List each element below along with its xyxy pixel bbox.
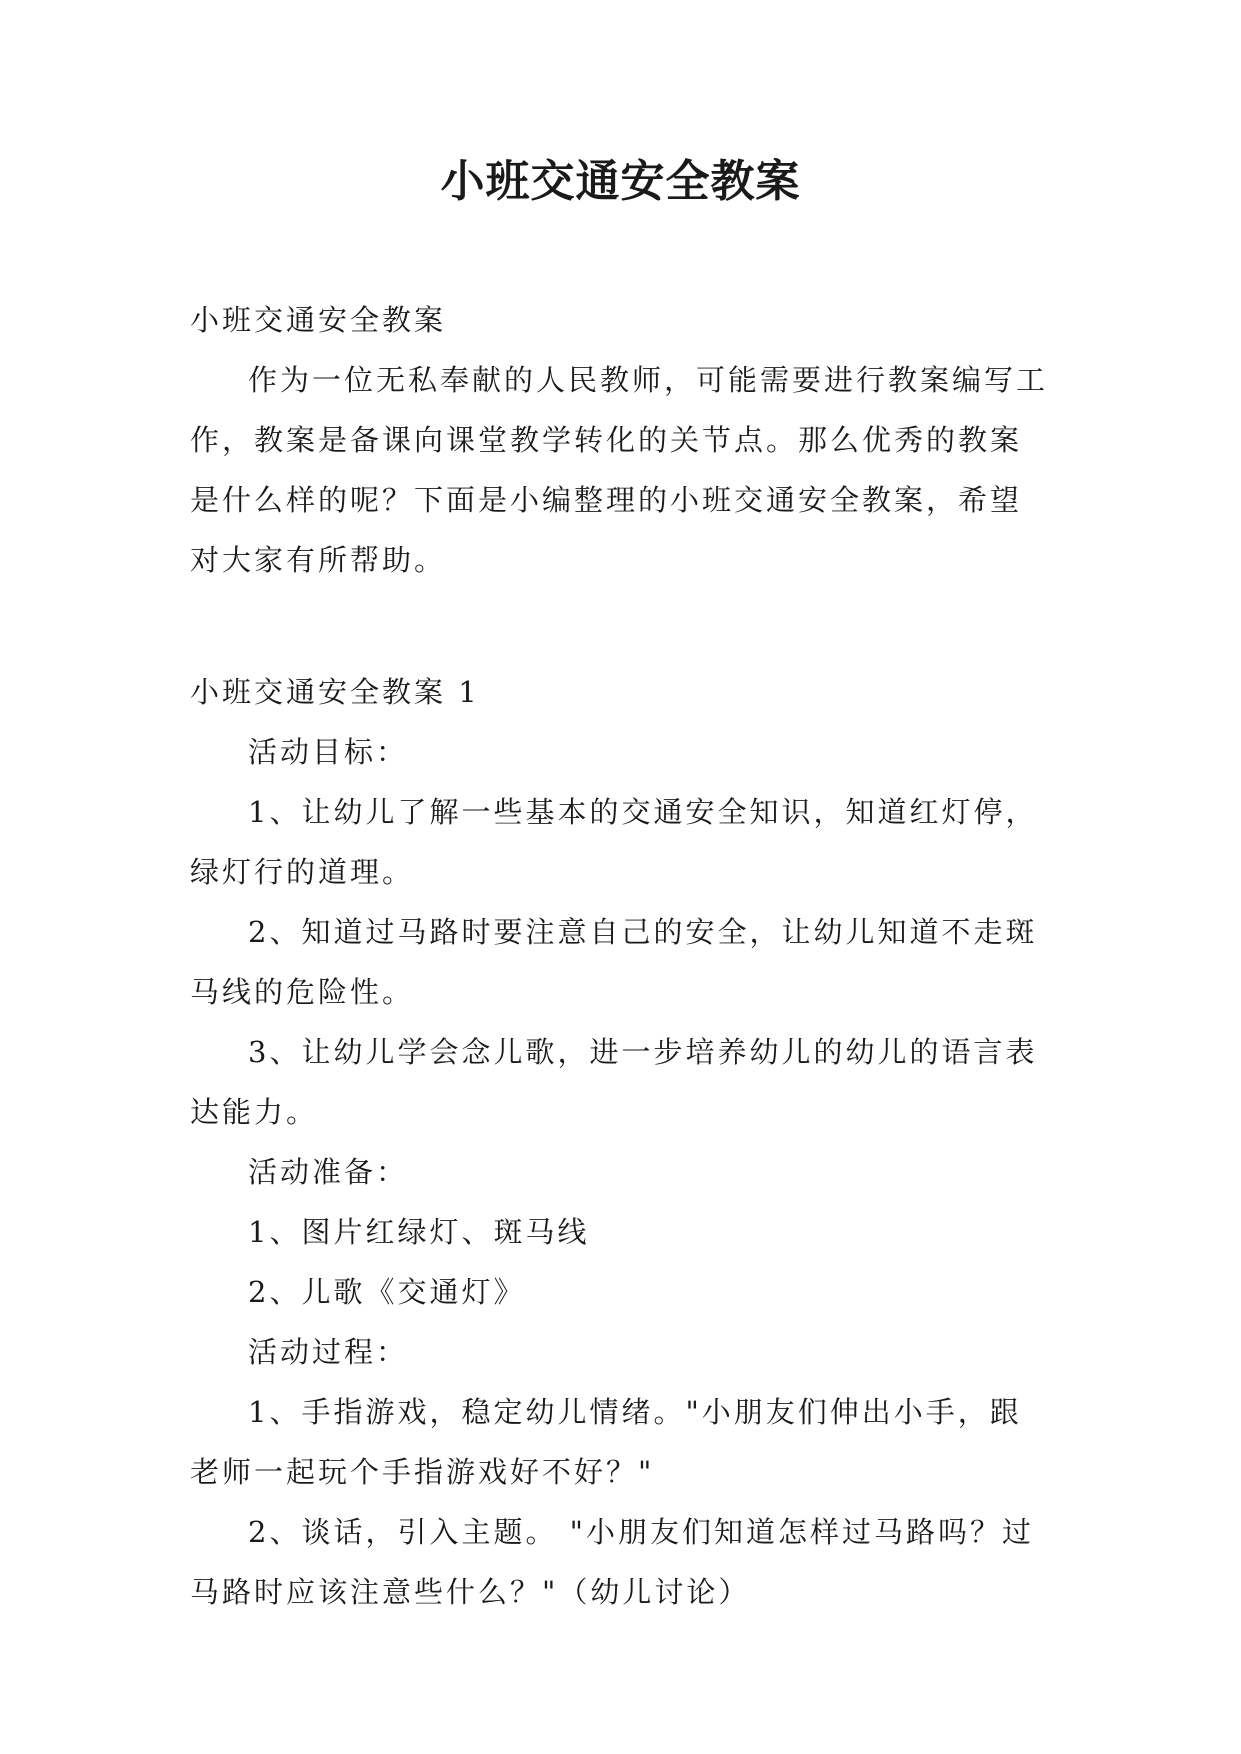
goal-item-2: 2、知道过马路时要注意自己的安全，让幼儿知道不走斑马线的危险性。 [190, 915, 1038, 1009]
section-spacer [190, 590, 1052, 662]
process-item-1: 1、手指游戏，稳定幼儿情绪。"小朋友们伸出小手，跟老师一起玩个手指游戏好不好？" [190, 1395, 1022, 1489]
process-item-2: 2、谈话，引入主题。 "小朋友们知道怎样过马路吗？过马路时应该注意些什么？"（幼儿讨论） [190, 1515, 1035, 1609]
goal-item-3: 3、让幼儿学会念儿歌，进一步培养幼儿的幼儿的语言表达能力。 [190, 1035, 1038, 1129]
section-heading: 小班交通安全教案 1 [190, 675, 480, 709]
prep-heading: 活动准备： [248, 1155, 409, 1189]
goals-heading: 活动目标： [248, 735, 409, 769]
process-heading: 活动过程： [248, 1335, 409, 1369]
document-body [190, 290, 1052, 1622]
document-subtitle: 小班交通安全教案 [190, 303, 447, 337]
prep-item-2: 2、儿歌《交通灯》 [248, 1275, 526, 1309]
goal-item-1: 1、让幼儿了解一些基本的交通安全知识，知道红灯停，绿灯行的道理。 [190, 795, 1038, 889]
intro-paragraph: 作为一位无私奉献的人民教师，可能需要进行教案编写工作，教案是备课向课堂教学转化的关节点。那么优秀的教案是什么样的呢？下面是小编整理的小班交通安全教案，希望对大家有所帮助。 [190, 363, 1049, 577]
prep-item-1: 1、图片红绿灯、斑马线 [248, 1215, 590, 1249]
document-title: 小班交通安全教案 [440, 156, 801, 207]
